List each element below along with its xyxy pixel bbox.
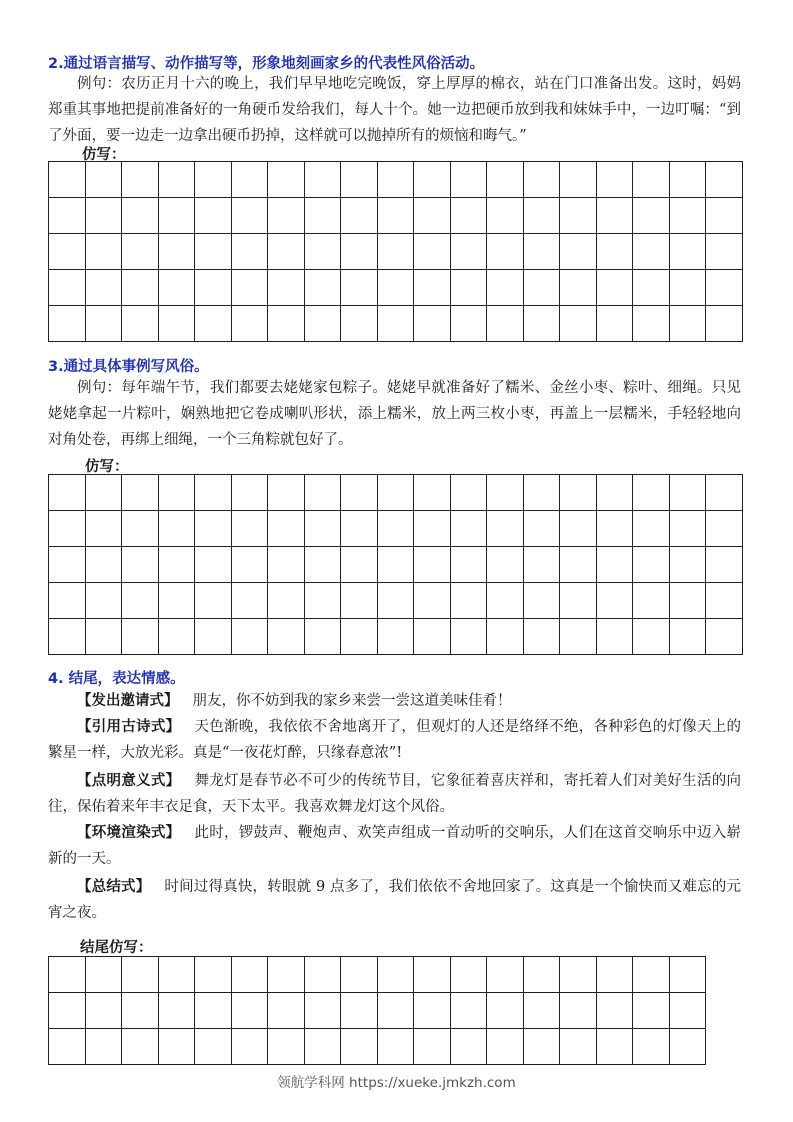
grid-cell[interactable]: [706, 511, 743, 547]
grid-cell[interactable]: [560, 619, 597, 655]
grid-cell[interactable]: [706, 547, 743, 583]
grid-cell[interactable]: [49, 198, 86, 234]
grid-cell[interactable]: [195, 1029, 232, 1065]
grid-cell[interactable]: [85, 547, 122, 583]
grid-cell[interactable]: [596, 583, 633, 619]
grid-cell[interactable]: [596, 511, 633, 547]
grid-cell[interactable]: [523, 993, 560, 1029]
ending-meaning: [48, 768, 741, 820]
grid-cell[interactable]: [669, 270, 706, 306]
grid-cell[interactable]: [341, 198, 378, 234]
grid-cell[interactable]: [268, 1029, 305, 1065]
grid-cell[interactable]: [487, 306, 524, 342]
grid-cell[interactable]: [450, 619, 487, 655]
grid-cell[interactable]: [122, 993, 159, 1029]
footer-watermark: 领航学科网 https://xueke.jmkzh.com: [277, 1075, 516, 1091]
grid-cell[interactable]: [414, 619, 451, 655]
grid-cell[interactable]: [633, 475, 670, 511]
grid-cell[interactable]: [195, 583, 232, 619]
grid-cell[interactable]: [268, 306, 305, 342]
grid-cell[interactable]: [49, 1029, 86, 1065]
grid-cell[interactable]: [304, 619, 341, 655]
grid-cell[interactable]: [633, 234, 670, 270]
grid-cell[interactable]: [633, 270, 670, 306]
ending-text: 此时，锣鼓声、鞭炮声、欢笑声组成一首动听的交响乐，人们在这首交响乐中迈入崭新的一天。: [48, 825, 741, 867]
grid-cell[interactable]: [49, 306, 86, 342]
grid-cell[interactable]: [231, 583, 268, 619]
grid-cell[interactable]: [706, 270, 743, 306]
grid-cell[interactable]: [85, 583, 122, 619]
grid-cell[interactable]: [596, 1029, 633, 1065]
grid-cell[interactable]: [304, 511, 341, 547]
grid-cell[interactable]: [487, 475, 524, 511]
grid-row: [49, 234, 743, 270]
grid-cell[interactable]: [560, 993, 597, 1029]
grid-cell[interactable]: [706, 475, 743, 511]
grid-row: [49, 1029, 706, 1065]
grid-cell[interactable]: [633, 511, 670, 547]
section4-practice-label: 结尾仿写：: [80, 940, 153, 956]
grid-cell[interactable]: [487, 270, 524, 306]
grid-cell[interactable]: [596, 475, 633, 511]
grid-cell[interactable]: [158, 547, 195, 583]
ending-summary: [48, 874, 741, 926]
grid-cell[interactable]: [596, 270, 633, 306]
grid-cell[interactable]: [633, 547, 670, 583]
grid-cell[interactable]: [195, 547, 232, 583]
grid-cell[interactable]: [122, 162, 159, 198]
grid-cell[interactable]: [414, 475, 451, 511]
grid-cell[interactable]: [523, 198, 560, 234]
grid-cell[interactable]: [304, 1029, 341, 1065]
grid-cell[interactable]: [85, 162, 122, 198]
grid-cell[interactable]: [523, 234, 560, 270]
grid-cell[interactable]: [633, 619, 670, 655]
ending-tag: 【总结式】: [77, 879, 151, 895]
grid-cell[interactable]: [377, 511, 414, 547]
grid-cell[interactable]: [49, 993, 86, 1029]
grid-cell[interactable]: [49, 475, 86, 511]
grid-cell[interactable]: [195, 270, 232, 306]
grid-cell[interactable]: [231, 1029, 268, 1065]
grid-cell[interactable]: [231, 234, 268, 270]
grid-cell[interactable]: [231, 957, 268, 993]
grid-cell[interactable]: [268, 270, 305, 306]
grid-cell[interactable]: [268, 162, 305, 198]
grid-cell[interactable]: [633, 583, 670, 619]
grid-cell[interactable]: [450, 511, 487, 547]
grid-cell[interactable]: [231, 306, 268, 342]
grid-cell[interactable]: [268, 957, 305, 993]
grid-cell[interactable]: [85, 198, 122, 234]
ending-text: 朋友，你不妨到我的家乡来尝一尝这道美味佳肴！: [192, 693, 512, 709]
grid-row: [49, 306, 743, 342]
grid-cell[interactable]: [560, 306, 597, 342]
grid-cell[interactable]: [268, 511, 305, 547]
grid-cell[interactable]: [596, 993, 633, 1029]
grid-cell[interactable]: [158, 957, 195, 993]
grid-row: [49, 270, 743, 306]
grid-cell[interactable]: [487, 511, 524, 547]
grid-cell[interactable]: [669, 1029, 706, 1065]
grid-cell[interactable]: [304, 993, 341, 1029]
grid-cell[interactable]: [523, 511, 560, 547]
grid-cell[interactable]: [377, 547, 414, 583]
grid-row: [49, 619, 743, 655]
grid-cell[interactable]: [706, 306, 743, 342]
grid-cell[interactable]: [414, 957, 451, 993]
grid-cell[interactable]: [122, 1029, 159, 1065]
grid-cell[interactable]: [195, 234, 232, 270]
grid-cell[interactable]: [414, 234, 451, 270]
grid-cell[interactable]: [341, 619, 378, 655]
grid-cell[interactable]: [341, 270, 378, 306]
grid-cell[interactable]: [377, 234, 414, 270]
grid-cell[interactable]: [414, 306, 451, 342]
grid-cell[interactable]: [268, 993, 305, 1029]
grid-cell[interactable]: [49, 619, 86, 655]
grid-cell[interactable]: [706, 162, 743, 198]
grid-cell[interactable]: [85, 993, 122, 1029]
ending-text: 时间过得真快，转眼就 9 点多了，我们依依不舍地回家了。这真是一个愉快而又难忘的元宵之夜。: [48, 879, 741, 921]
grid-cell[interactable]: [669, 619, 706, 655]
grid-cell[interactable]: [414, 198, 451, 234]
grid-cell[interactable]: [450, 270, 487, 306]
grid-cell[interactable]: [669, 198, 706, 234]
grid-cell[interactable]: [49, 511, 86, 547]
grid-cell[interactable]: [596, 306, 633, 342]
grid-cell[interactable]: [85, 511, 122, 547]
grid-cell[interactable]: [487, 619, 524, 655]
grid-cell[interactable]: [341, 162, 378, 198]
grid-cell[interactable]: [122, 957, 159, 993]
grid-cell[interactable]: [304, 306, 341, 342]
grid-cell[interactable]: [158, 234, 195, 270]
grid-cell[interactable]: [231, 198, 268, 234]
grid-row: [49, 511, 743, 547]
grid-cell[interactable]: [377, 993, 414, 1029]
grid-cell[interactable]: [85, 957, 122, 993]
grid-cell[interactable]: [523, 306, 560, 342]
grid-cell[interactable]: [560, 511, 597, 547]
grid-cell[interactable]: [122, 475, 159, 511]
grid-cell[interactable]: [633, 1029, 670, 1065]
grid-cell[interactable]: [450, 234, 487, 270]
section2-heading: 2.通过语言描写、动作描写等，形象地刻画家乡的代表性风俗活动。: [48, 56, 485, 72]
ending-text: 舞龙灯是春节必不可少的传统节目，它象征着喜庆祥和，寄托着人们对美好生活的向往，保佑着来年丰衣足食，天下太平。我喜欢舞龙灯这个风俗。: [48, 773, 741, 815]
grid-cell[interactable]: [450, 1029, 487, 1065]
ending-invitation: [48, 688, 741, 714]
grid-cell[interactable]: [158, 306, 195, 342]
grid-cell[interactable]: [487, 957, 524, 993]
grid-cell[interactable]: [414, 162, 451, 198]
grid-cell[interactable]: [304, 583, 341, 619]
grid-cell[interactable]: [122, 547, 159, 583]
grid-cell[interactable]: [560, 1029, 597, 1065]
grid-row: [49, 162, 743, 198]
grid-cell[interactable]: [450, 583, 487, 619]
grid-cell[interactable]: [85, 1029, 122, 1065]
grid-cell[interactable]: [669, 162, 706, 198]
grid-cell[interactable]: [487, 1029, 524, 1065]
grid-cell[interactable]: [414, 583, 451, 619]
grid-cell[interactable]: [560, 198, 597, 234]
grid-cell[interactable]: [450, 993, 487, 1029]
grid-cell[interactable]: [596, 957, 633, 993]
grid-cell[interactable]: [633, 993, 670, 1029]
grid-cell[interactable]: [523, 583, 560, 619]
grid-row: [49, 475, 743, 511]
grid-cell[interactable]: [633, 198, 670, 234]
grid-cell[interactable]: [669, 234, 706, 270]
grid-cell[interactable]: [450, 306, 487, 342]
grid-cell[interactable]: [49, 234, 86, 270]
grid-cell[interactable]: [304, 475, 341, 511]
grid-cell[interactable]: [414, 1029, 451, 1065]
grid-cell[interactable]: [523, 957, 560, 993]
grid-cell[interactable]: [231, 993, 268, 1029]
grid-cell[interactable]: [158, 993, 195, 1029]
grid-cell[interactable]: [158, 198, 195, 234]
grid-cell[interactable]: [377, 957, 414, 993]
grid-cell[interactable]: [669, 993, 706, 1029]
grid-cell[interactable]: [85, 475, 122, 511]
grid-cell[interactable]: [304, 547, 341, 583]
grid-cell[interactable]: [560, 547, 597, 583]
ending-tag: 【环境渲染式】: [77, 825, 181, 841]
grid-cell[interactable]: [268, 619, 305, 655]
grid-cell[interactable]: [195, 511, 232, 547]
grid-cell[interactable]: [158, 162, 195, 198]
grid-cell[interactable]: [158, 1029, 195, 1065]
grid-cell[interactable]: [596, 234, 633, 270]
grid-cell[interactable]: [450, 475, 487, 511]
grid-cell[interactable]: [487, 162, 524, 198]
section3-practice-label: 仿写：: [85, 459, 129, 475]
grid-cell[interactable]: [523, 1029, 560, 1065]
grid-cell[interactable]: [414, 993, 451, 1029]
ending-poem-quote: [48, 714, 741, 766]
grid-cell[interactable]: [414, 270, 451, 306]
ending-tag: 【引用古诗式】: [77, 719, 181, 735]
grid-cell[interactable]: [706, 198, 743, 234]
grid-cell[interactable]: [487, 993, 524, 1029]
grid-cell[interactable]: [560, 475, 597, 511]
grid-cell[interactable]: [85, 234, 122, 270]
grid-row: [49, 547, 743, 583]
grid-cell[interactable]: [523, 547, 560, 583]
grid-cell[interactable]: [231, 162, 268, 198]
grid-cell[interactable]: [231, 475, 268, 511]
section4-heading: 4. 结尾，表达情感。: [48, 671, 185, 687]
ending-text: 天色渐晚，我依依不舍地离开了，但观灯的人还是络绎不绝，各种彩色的灯像天上的繁星一样，大放光彩。真是“一夜花灯醉，只缘春意浓”!: [48, 719, 741, 761]
grid-cell[interactable]: [706, 619, 743, 655]
grid-cell[interactable]: [195, 162, 232, 198]
grid-cell[interactable]: [487, 234, 524, 270]
grid-cell[interactable]: [49, 583, 86, 619]
grid-cell[interactable]: [341, 475, 378, 511]
grid-cell[interactable]: [231, 511, 268, 547]
section3-heading: 3.通过具体事例写风俗。: [48, 359, 209, 375]
grid-cell[interactable]: [633, 306, 670, 342]
grid-cell[interactable]: [49, 957, 86, 993]
grid-cell[interactable]: [487, 198, 524, 234]
ending-atmosphere: [48, 820, 741, 872]
grid-cell[interactable]: [377, 475, 414, 511]
grid-cell[interactable]: [158, 475, 195, 511]
grid-row: [49, 993, 706, 1029]
grid-cell[interactable]: [523, 475, 560, 511]
grid-cell[interactable]: [158, 511, 195, 547]
grid-cell[interactable]: [122, 234, 159, 270]
grid-cell[interactable]: [450, 957, 487, 993]
grid-cell[interactable]: [122, 306, 159, 342]
grid-cell[interactable]: [122, 198, 159, 234]
grid-cell[interactable]: [487, 583, 524, 619]
grid-cell[interactable]: [377, 162, 414, 198]
grid-cell[interactable]: [450, 162, 487, 198]
grid-cell[interactable]: [49, 162, 86, 198]
grid-cell[interactable]: [560, 270, 597, 306]
grid-row: [49, 957, 706, 993]
grid-row: [49, 583, 743, 619]
grid-cell[interactable]: [487, 547, 524, 583]
grid-cell[interactable]: [268, 234, 305, 270]
grid-cell[interactable]: [669, 547, 706, 583]
grid-cell[interactable]: [122, 583, 159, 619]
grid-cell[interactable]: [377, 583, 414, 619]
grid-cell[interactable]: [706, 583, 743, 619]
grid-cell[interactable]: [304, 234, 341, 270]
grid-cell[interactable]: [560, 234, 597, 270]
grid-cell[interactable]: [195, 475, 232, 511]
grid-cell[interactable]: [523, 270, 560, 306]
grid-cell[interactable]: [706, 234, 743, 270]
grid-cell[interactable]: [414, 547, 451, 583]
grid-cell[interactable]: [669, 306, 706, 342]
grid-cell[interactable]: [85, 306, 122, 342]
grid-cell[interactable]: [268, 547, 305, 583]
grid-cell[interactable]: [341, 234, 378, 270]
grid-cell[interactable]: [560, 162, 597, 198]
grid-cell[interactable]: [341, 957, 378, 993]
grid-cell[interactable]: [596, 619, 633, 655]
section2-example: 例句：农历正月十六的晚上，我们早早地吃完晚饭，穿上厚厚的棉衣，站在门口准备出发。这时，妈妈郑重其事地把提前准备好的一角硬币发给我们，每人十个。她一边把硬币放到我和妹妹手中，一边叮嘱：“到了外面，要一边走一边拿出硬币扔掉，这样就可以抛掉所有的烦恼和晦气。”: [48, 76, 741, 144]
grid-cell[interactable]: [304, 162, 341, 198]
grid-cell[interactable]: [377, 306, 414, 342]
grid-cell[interactable]: [669, 475, 706, 511]
section2-writing-grid[interactable]: [48, 161, 743, 342]
grid-cell[interactable]: [633, 957, 670, 993]
grid-cell[interactable]: [195, 957, 232, 993]
grid-cell[interactable]: [85, 270, 122, 306]
grid-cell[interactable]: [596, 198, 633, 234]
grid-cell[interactable]: [122, 270, 159, 306]
grid-cell[interactable]: [304, 957, 341, 993]
grid-cell[interactable]: [304, 198, 341, 234]
section2-practice-label: 仿写：: [82, 147, 126, 163]
grid-cell[interactable]: [523, 162, 560, 198]
grid-cell[interactable]: [377, 1029, 414, 1065]
grid-cell[interactable]: [49, 547, 86, 583]
grid-cell[interactable]: [231, 619, 268, 655]
grid-cell[interactable]: [158, 619, 195, 655]
grid-cell[interactable]: [158, 270, 195, 306]
grid-cell[interactable]: [231, 270, 268, 306]
grid-cell[interactable]: [341, 1029, 378, 1065]
grid-cell[interactable]: [377, 619, 414, 655]
section4-writing-grid[interactable]: [48, 956, 706, 1065]
grid-cell[interactable]: [341, 306, 378, 342]
grid-cell[interactable]: [596, 547, 633, 583]
grid-cell[interactable]: [195, 619, 232, 655]
grid-row: [49, 198, 743, 234]
grid-cell[interactable]: [195, 306, 232, 342]
grid-cell[interactable]: [669, 957, 706, 993]
grid-cell[interactable]: [450, 198, 487, 234]
grid-cell[interactable]: [669, 583, 706, 619]
section3-writing-grid[interactable]: [48, 474, 743, 655]
ending-tag: 【发出邀请式】: [77, 693, 179, 709]
grid-cell[interactable]: [560, 583, 597, 619]
grid-cell[interactable]: [158, 583, 195, 619]
grid-cell[interactable]: [633, 162, 670, 198]
grid-cell[interactable]: [341, 993, 378, 1029]
ending-tag: 【点明意义式】: [77, 773, 181, 789]
grid-cell[interactable]: [377, 270, 414, 306]
grid-cell[interactable]: [377, 198, 414, 234]
section3-example: 例句：每年端午节，我们都要去姥姥家包粽子。姥姥早就准备好了糯米、金丝小枣、粽叶、细绳。只见姥姥拿起一片粽叶，娴熟地把它卷成喇叭形状，添上糯米，放上两三枚小枣，再盖上一层糯米，手轻轻地向对角处卷，再绑上细绳，一个三角粽就包好了。: [48, 380, 741, 448]
grid-cell[interactable]: [341, 583, 378, 619]
grid-cell[interactable]: [341, 511, 378, 547]
grid-cell[interactable]: [85, 619, 122, 655]
grid-cell[interactable]: [596, 162, 633, 198]
grid-cell[interactable]: [231, 547, 268, 583]
grid-cell[interactable]: [122, 511, 159, 547]
grid-cell[interactable]: [195, 993, 232, 1029]
grid-cell[interactable]: [414, 511, 451, 547]
grid-cell[interactable]: [304, 270, 341, 306]
grid-cell[interactable]: [122, 619, 159, 655]
grid-cell[interactable]: [268, 475, 305, 511]
grid-cell[interactable]: [341, 547, 378, 583]
grid-cell[interactable]: [49, 270, 86, 306]
grid-cell[interactable]: [523, 619, 560, 655]
grid-cell[interactable]: [450, 547, 487, 583]
grid-cell[interactable]: [268, 198, 305, 234]
grid-cell[interactable]: [560, 957, 597, 993]
grid-cell[interactable]: [268, 583, 305, 619]
grid-cell[interactable]: [195, 198, 232, 234]
grid-cell[interactable]: [669, 511, 706, 547]
